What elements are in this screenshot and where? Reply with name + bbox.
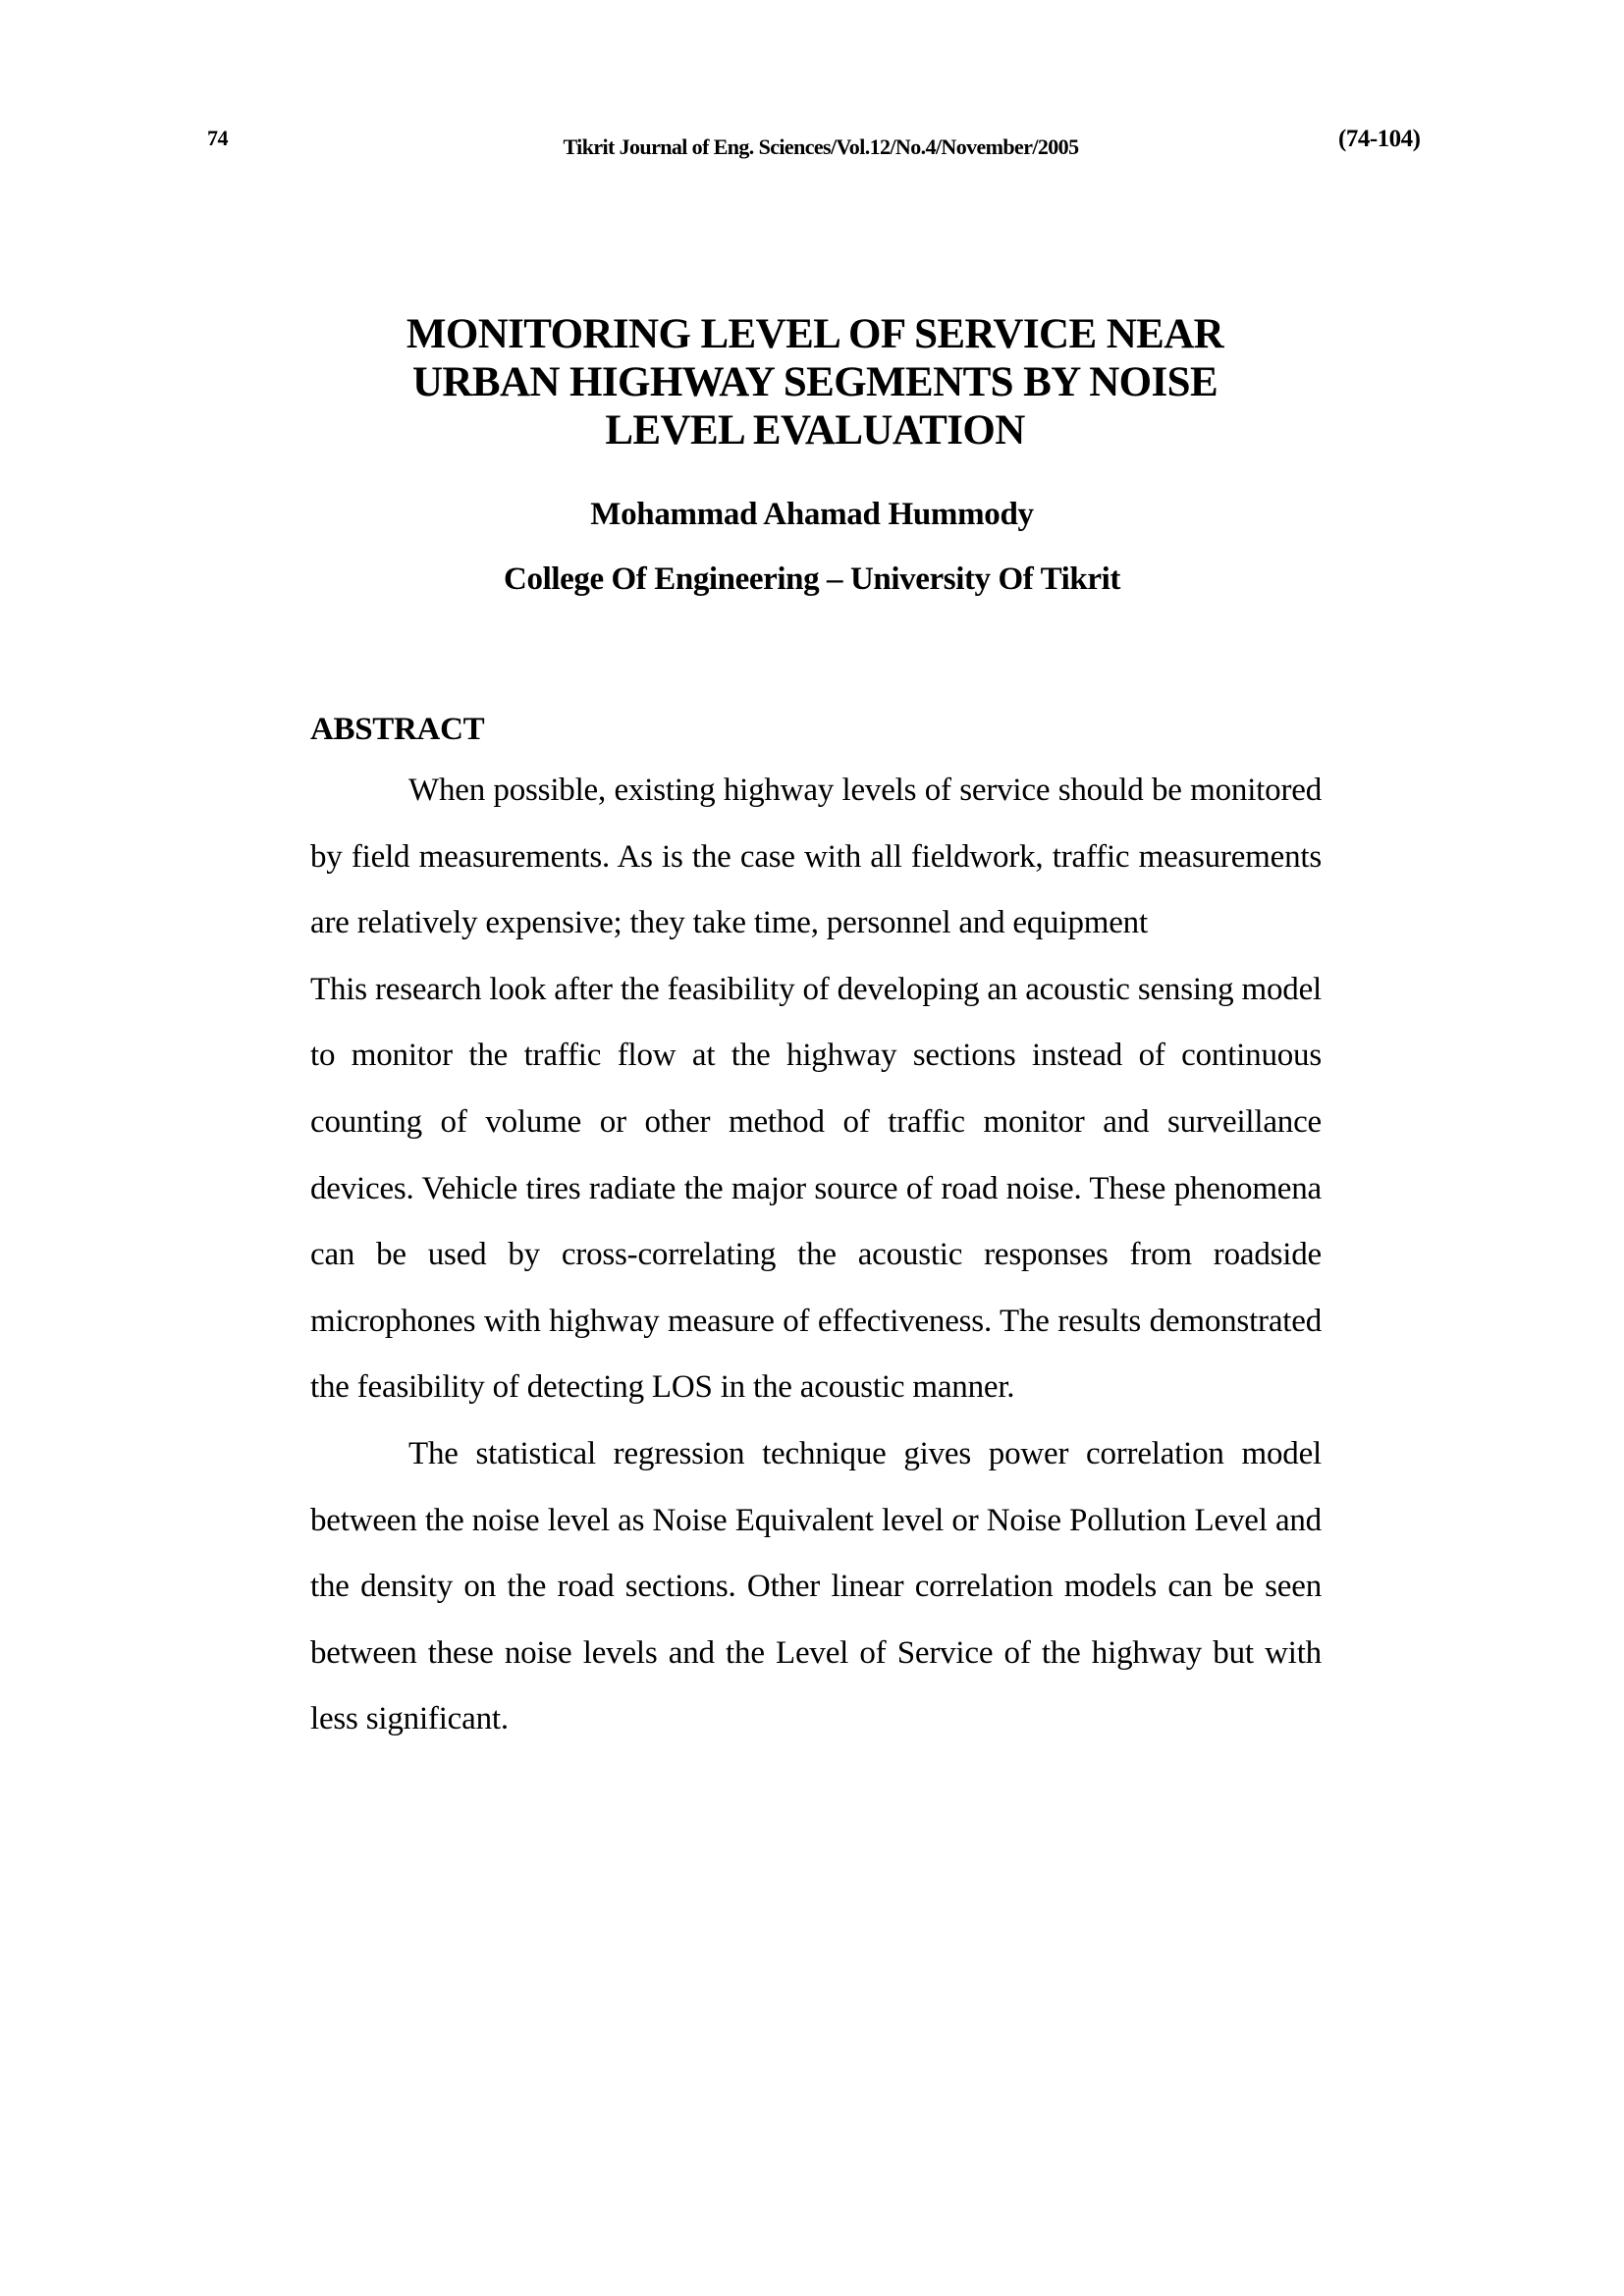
author-name: Mohammad Ahamad Hummody <box>590 497 1034 532</box>
author-affiliation: College Of Engineering – University Of Tikrit <box>504 561 1120 597</box>
abstract-heading: ABSTRACT <box>310 712 485 747</box>
page-number: 74 <box>207 126 228 150</box>
paper-title <box>353 310 1276 454</box>
title-line: MONITORING LEVEL OF SERVICE NEAR <box>406 311 1224 357</box>
title-line: URBAN HIGHWAY SEGMENTS BY NOISE <box>411 359 1218 405</box>
abstract-paragraph: When possible, existing highway levels of service should be monitored by field measurements. As is the case with all fieldwork, traffic measurements are relatively expensive; they take time, personnel and equipment <box>310 773 1322 941</box>
journal-citation: Tikrit Journal of Eng. Sciences/Vol.12/No.4/November/2005 <box>563 134 1079 159</box>
abstract-body <box>310 758 1322 1753</box>
abstract-paragraph: This research look after the feasibility of developing an acoustic sensing model to monitor the traffic flow at the highway sections instead of continuous counting of volume or other method of traffic monitor and surveillance devices. Vehicle tires radiate the major source of road noise. These phenomena can be used by cross-correlating the acoustic responses from roadside microphones with highway measure of effectiveness. The results demonstrated the feasibility of detecting LOS in the acoustic manner. <box>310 971 1322 1406</box>
abstract-paragraph: The statistical regression technique gives power correlation model between the noise level as Noise Equivalent level or Noise Pollution Level and the density on the road sections. Other linear correlation models can be seen between these noise levels and the Level of Service of the highway but with less significant. <box>310 1435 1322 1737</box>
page-range: (74-104) <box>1338 126 1421 152</box>
title-line: LEVEL EVALUATION <box>605 407 1025 454</box>
